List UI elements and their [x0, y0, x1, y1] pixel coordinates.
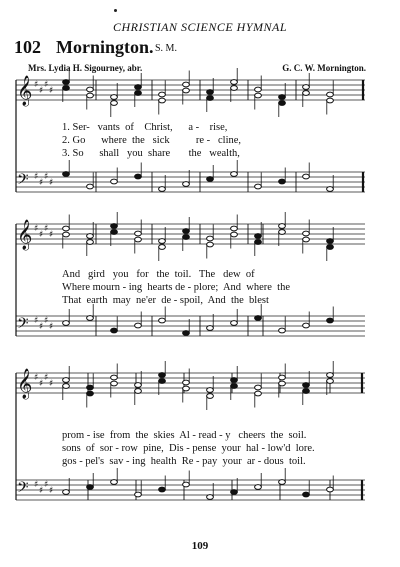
note-head	[135, 174, 142, 179]
note-head	[183, 82, 190, 87]
treble-clef-icon: 𝄞	[17, 220, 33, 250]
note-head	[135, 231, 142, 236]
lyric-line: 1. Ser- vants of Christ, a - rise,	[62, 122, 228, 133]
sharp-icon: ♯	[34, 316, 39, 326]
sharp-icon: ♯	[34, 480, 39, 490]
note-head	[135, 91, 142, 96]
note-head	[135, 492, 142, 497]
sharp-icon: ♯	[39, 230, 44, 240]
sharp-icon: ♯	[44, 316, 49, 326]
running-head: CHRISTIAN SCIENCE HYMNAL	[112, 20, 287, 34]
note-head	[135, 237, 142, 242]
sharp-icon: ♯	[44, 172, 49, 182]
note-head	[279, 179, 286, 184]
bass-clef-icon: 𝄢	[17, 171, 29, 192]
note-head	[255, 485, 262, 490]
sharp-icon: ♯	[39, 379, 44, 389]
note-head	[135, 85, 142, 90]
hymn-number: 102	[14, 37, 41, 57]
hymn-title: Mornington.	[56, 37, 154, 57]
note-head	[63, 490, 70, 495]
sharp-icon: ♯	[49, 230, 54, 240]
note-head	[327, 92, 334, 97]
sharp-icon: ♯	[49, 379, 54, 389]
note-head	[111, 224, 118, 229]
note-head	[303, 91, 310, 96]
lyric-line: Where mourn - ing hearts de - plore; And where the	[62, 282, 291, 293]
note-head	[279, 101, 286, 106]
note-head	[87, 87, 94, 92]
note-head	[303, 383, 310, 388]
note-head	[279, 230, 286, 235]
note-head	[63, 232, 70, 237]
sharp-icon: ♯	[44, 224, 49, 234]
lyric-line: And gird you for the toil. The dew of	[62, 269, 255, 280]
note-head	[183, 331, 190, 336]
note-head	[255, 385, 262, 390]
note-head	[159, 187, 166, 192]
note-head	[255, 93, 262, 98]
note-head	[111, 328, 118, 333]
sharp-icon: ♯	[34, 373, 39, 383]
note-head	[279, 328, 286, 333]
note-head	[279, 224, 286, 229]
note-head	[327, 187, 334, 192]
note-head	[207, 242, 214, 247]
note-head	[207, 495, 214, 500]
note-head	[231, 86, 238, 91]
note-head	[111, 480, 118, 485]
note-head	[87, 485, 94, 490]
note-head	[279, 375, 286, 380]
note-head	[327, 373, 334, 378]
note-head	[231, 378, 238, 383]
note-head	[135, 323, 142, 328]
note-head	[159, 92, 166, 97]
note-head	[303, 237, 310, 242]
note-head	[255, 184, 262, 189]
note-head	[255, 316, 262, 321]
note-head	[63, 378, 70, 383]
sharp-icon: ♯	[44, 373, 49, 383]
note-head	[207, 394, 214, 399]
note-head	[159, 98, 166, 103]
note-head	[63, 80, 70, 85]
note-head	[183, 235, 190, 240]
bass-clef-icon: 𝄢	[17, 315, 29, 336]
note-head	[111, 375, 118, 380]
note-head	[87, 385, 94, 390]
note-head	[135, 383, 142, 388]
sharp-icon: ♯	[49, 322, 54, 332]
note-head	[231, 321, 238, 326]
sharp-icon: ♯	[39, 178, 44, 188]
lyric-line: prom - ise from the skies Al - read - y cheers the soil.	[62, 430, 307, 441]
note-head	[231, 80, 238, 85]
note-head	[327, 239, 334, 244]
lyric-line: sons of sor - row pine, Dis - pense your hal - low'd lore.	[62, 443, 315, 454]
note-head	[111, 381, 118, 386]
note-head	[63, 321, 70, 326]
note-head	[207, 236, 214, 241]
sharp-icon: ♯	[34, 224, 39, 234]
note-head	[255, 391, 262, 396]
note-head	[255, 240, 262, 245]
lyric-line: gos - pel's sav - ing health Re - pay your ar - dous toil.	[62, 456, 306, 467]
note-head	[159, 245, 166, 250]
lyric-line: 3. So shall you share the wealth,	[62, 148, 240, 159]
sharp-icon: ♯	[49, 86, 54, 96]
note-head	[207, 177, 214, 182]
note-head	[87, 316, 94, 321]
note-head	[87, 391, 94, 396]
note-head	[231, 226, 238, 231]
note-head	[87, 93, 94, 98]
note-head	[279, 480, 286, 485]
page-number: 109	[191, 540, 209, 552]
treble-clef-icon: 𝄞	[17, 76, 33, 106]
sharp-icon: ♯	[49, 486, 54, 496]
note-head	[303, 231, 310, 236]
note-head	[87, 184, 94, 189]
note-head	[183, 182, 190, 187]
music-credit: G. C. W. Mornington.	[282, 63, 366, 73]
note-head	[303, 85, 310, 90]
sharp-icon: ♯	[39, 86, 44, 96]
note-head	[183, 482, 190, 487]
sharp-icon: ♯	[44, 480, 49, 490]
note-head	[159, 239, 166, 244]
note-head	[303, 492, 310, 497]
lyric-line: That earth may ne'er de - spoil, And the blest	[62, 295, 269, 306]
note-head	[231, 172, 238, 177]
note-head	[255, 234, 262, 239]
note-head	[111, 101, 118, 106]
note-head	[63, 172, 70, 177]
note-head	[111, 95, 118, 100]
note-head	[255, 87, 262, 92]
note-head	[279, 381, 286, 386]
note-head	[207, 326, 214, 331]
words-credit: Mrs. Lydia H. Sigourney, abr.	[28, 63, 143, 73]
lyric-line: 2. Go where the sick re - cline,	[62, 135, 242, 146]
note-head	[159, 318, 166, 323]
note-head	[303, 174, 310, 179]
sharp-icon: ♯	[49, 178, 54, 188]
bass-clef-icon: 𝄢	[17, 479, 29, 500]
note-head	[327, 318, 334, 323]
note-head	[327, 98, 334, 103]
note-head	[231, 490, 238, 495]
note-head	[207, 96, 214, 101]
note-head	[159, 373, 166, 378]
sharp-icon: ♯	[34, 172, 39, 182]
note-head	[183, 380, 190, 385]
note-head	[87, 240, 94, 245]
note-head	[63, 384, 70, 389]
note-head	[327, 487, 334, 492]
note-head	[63, 226, 70, 231]
hymn-meter: S. M.	[155, 43, 177, 54]
note-head	[207, 90, 214, 95]
note-head	[111, 230, 118, 235]
note-head	[231, 232, 238, 237]
note-head	[183, 229, 190, 234]
note-head	[303, 389, 310, 394]
note-head	[111, 179, 118, 184]
note-head	[303, 323, 310, 328]
sharp-icon: ♯	[34, 80, 39, 90]
note-head	[159, 487, 166, 492]
sharp-icon: ♯	[44, 80, 49, 90]
note-head	[87, 234, 94, 239]
note-head	[183, 88, 190, 93]
sharp-icon: ♯	[39, 322, 44, 332]
note-head	[279, 95, 286, 100]
note-head	[63, 86, 70, 91]
note-head	[135, 389, 142, 394]
note-head	[207, 388, 214, 393]
sharp-icon: ♯	[39, 486, 44, 496]
note-head	[183, 386, 190, 391]
treble-clef-icon: 𝄞	[17, 369, 33, 399]
note-head	[159, 379, 166, 384]
note-head	[231, 384, 238, 389]
note-head	[327, 379, 334, 384]
note-head	[327, 245, 334, 250]
